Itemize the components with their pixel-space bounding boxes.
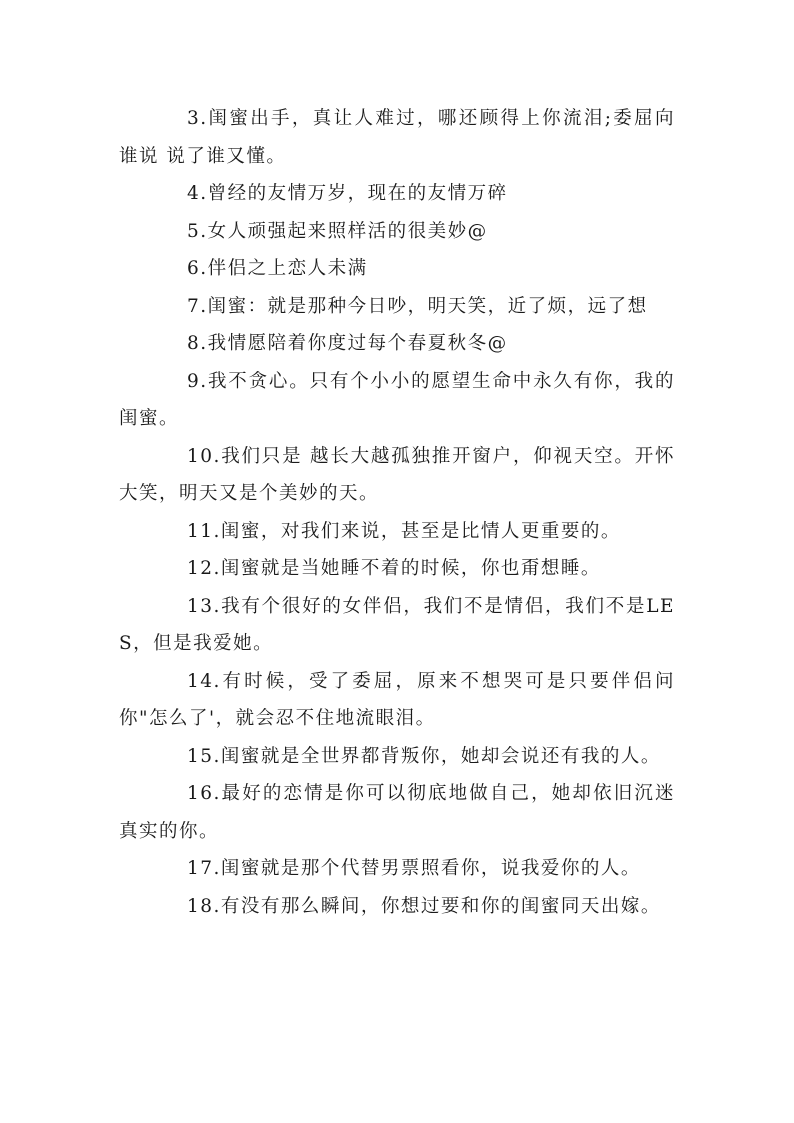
paragraph-15: 15.闺蜜就是全世界都背叛你，她却会说还有我的人。 [187, 745, 661, 767]
paragraph-16: 16.最好的恋情是你可以彻底地做自己，她却依旧沉迷真实的你。 [119, 783, 675, 842]
document-body [119, 100, 675, 925]
paragraph-8: 8.我情愿陪着你度过每个春夏秋冬@ [187, 333, 508, 354]
paragraph-4: 4.曾经的友情万岁，现在的友情万碎 [187, 183, 508, 204]
paragraph-11: 11.闺蜜，对我们来说，甚至是比情人更重要的。 [187, 520, 621, 542]
paragraph-9: 9.我不贪心。只有个小小的愿望生命中永久有你，我的闺蜜。 [119, 370, 675, 429]
paragraph-18: 18.有没有那么瞬间，你想过要和你的闺蜜同天出嫁。 [187, 895, 661, 917]
paragraph-17: 17.闺蜜就是那个代替男票照看你，说我爱你的人。 [187, 858, 641, 879]
paragraph-6: 6.伴侣之上恋人未满 [187, 258, 368, 279]
paragraph-12: 12.闺蜜就是当她睡不着的时候，你也甭想睡。 [187, 558, 601, 579]
paragraph-7: 7.闺蜜：就是那种今日吵，明天笑，近了烦，远了想 [187, 295, 648, 317]
paragraph-14: 14.有时候，受了委屈，原来不想哭可是只要伴侣问你"怎么了'，就会忍不住地流眼泪。 [119, 670, 675, 729]
paragraph-5: 5.女人顽强起来照样活的很美妙@ [187, 220, 488, 242]
paragraph-10: 10.我们只是 越长大越孤独推开窗户，仰视天空。开怀大笑，明天又是个美妙的天。 [119, 445, 675, 504]
paragraph-13: 13.我有个很好的女伴侣，我们不是情侣，我们不是LES，但是我爱她。 [119, 595, 675, 654]
paragraph-3: 3.闺蜜出手，真让人难过，哪还顾得上你流泪;委屈向谁说 说了谁又懂。 [119, 108, 675, 167]
